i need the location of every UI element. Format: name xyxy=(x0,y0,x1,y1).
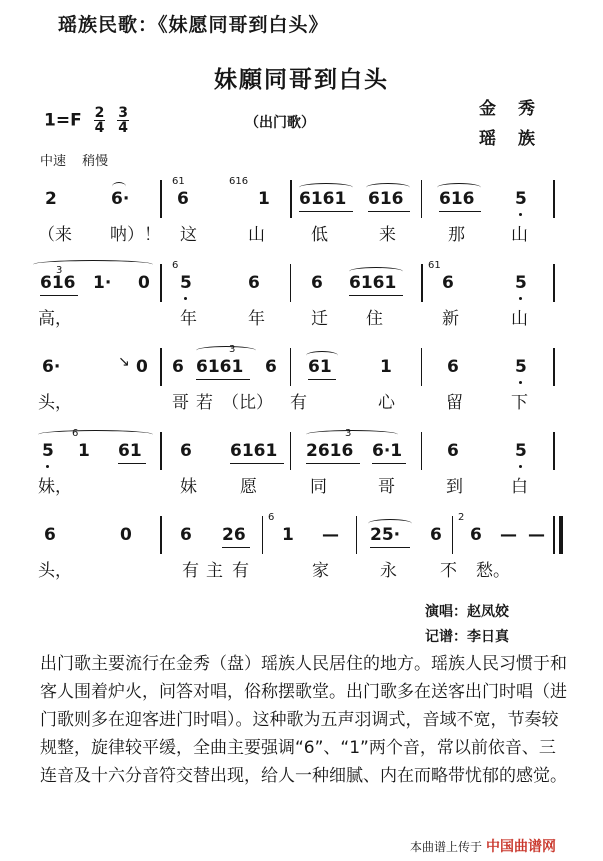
lyric: 山 xyxy=(248,225,265,245)
note: 1 xyxy=(78,441,90,461)
note: 6161 xyxy=(230,441,278,461)
beam xyxy=(306,463,360,464)
site-logo[interactable]: 中国曲谱网 xyxy=(486,839,557,855)
tempo-modifier: 稍慢 xyxy=(82,154,109,169)
note: 25· xyxy=(370,525,401,545)
lyric: 主 xyxy=(206,561,223,581)
slur xyxy=(33,260,153,269)
lyric: 家 xyxy=(312,561,329,581)
lyric: 山 xyxy=(511,225,528,245)
slur xyxy=(306,430,398,439)
note: 6 xyxy=(248,273,260,293)
lower-octave-dot xyxy=(519,297,522,300)
note: 6161 xyxy=(299,189,347,209)
lower-octave-dot xyxy=(519,381,522,384)
note: 5 xyxy=(515,273,527,293)
note: 5 xyxy=(515,441,527,461)
barline xyxy=(290,264,291,302)
slur xyxy=(196,346,256,355)
barline xyxy=(553,432,555,470)
note: — xyxy=(322,525,339,545)
note: 6 xyxy=(44,525,56,545)
note: 26 xyxy=(222,525,246,545)
note: 6 xyxy=(265,357,277,377)
barline xyxy=(290,348,291,386)
note: 6 xyxy=(447,357,459,377)
note: 1· xyxy=(93,273,112,293)
lyric: 留 xyxy=(446,393,463,413)
lyric: 有 xyxy=(232,561,249,581)
lyric: 同 xyxy=(310,477,327,497)
lyric: 不 xyxy=(440,561,457,581)
barline xyxy=(290,432,291,470)
lower-octave-dot xyxy=(519,465,522,468)
grace-note: 6 xyxy=(268,512,275,523)
note: 5 xyxy=(515,189,527,209)
lyric: 低 xyxy=(311,225,328,245)
lyric: 哥 xyxy=(378,477,395,497)
lyric: 来 xyxy=(379,225,396,245)
barline xyxy=(421,348,422,386)
credit-people: 瑶族 xyxy=(479,129,557,149)
note: 2 xyxy=(45,189,57,209)
notation-line xyxy=(0,514,603,554)
note: 6 xyxy=(311,273,323,293)
notation-line xyxy=(0,346,603,386)
lyric: 年 xyxy=(180,309,197,329)
grace-note: 6 xyxy=(172,260,179,271)
arrow-mark: ↘ xyxy=(118,354,130,370)
lyric-line xyxy=(0,220,603,246)
key-label: 1=F xyxy=(44,110,82,131)
barline xyxy=(262,516,263,554)
notation-line xyxy=(0,262,603,302)
recorder-credit: 记谱：李日真 xyxy=(425,629,509,645)
page-header: 瑶族民歌：《妹愿同哥到白头》 xyxy=(58,14,329,36)
beam xyxy=(222,547,250,548)
note: 6 xyxy=(177,189,189,209)
lyric: 愁。 xyxy=(476,561,510,581)
song-subtitle: （出门歌） xyxy=(245,115,315,131)
footer-text: 本曲谱上传于 xyxy=(410,840,483,854)
note: — xyxy=(528,525,545,545)
barline xyxy=(553,516,555,554)
note: 1 xyxy=(258,189,270,209)
lyric: 白 xyxy=(511,477,528,497)
note: 2616 xyxy=(306,441,354,461)
beam xyxy=(40,295,78,296)
note: 616 xyxy=(439,189,475,209)
grace-note: 61 xyxy=(428,260,441,271)
lyric: 那 xyxy=(448,225,465,245)
note: 6161 xyxy=(196,357,244,377)
note: 6 xyxy=(442,273,454,293)
lyric: 这 xyxy=(180,225,197,245)
lower-octave-dot xyxy=(519,213,522,216)
lyric: 高， xyxy=(38,309,72,329)
lyric: 有 xyxy=(290,393,307,413)
barline xyxy=(160,432,162,470)
note: 6· xyxy=(111,189,130,209)
footer-credit xyxy=(410,836,556,856)
lower-octave-dot xyxy=(184,297,187,300)
beam xyxy=(299,211,353,212)
lyric: 有 xyxy=(182,561,199,581)
fermata xyxy=(112,182,126,191)
score-line-3 xyxy=(0,346,603,436)
barline xyxy=(160,180,162,218)
beam xyxy=(372,463,406,464)
singer-credit: 演唱：赵凤姣 xyxy=(425,604,509,620)
lyric: 愿 xyxy=(240,477,257,497)
lyric: 若 xyxy=(196,393,213,413)
barline xyxy=(421,432,422,470)
lyric: 头， xyxy=(38,561,72,581)
slur xyxy=(38,430,153,439)
note: 6 xyxy=(470,525,482,545)
note: 6·1 xyxy=(372,441,403,461)
notation-line xyxy=(0,430,603,470)
beam xyxy=(308,379,336,380)
beam xyxy=(230,463,284,464)
grace-note: 2 xyxy=(458,512,465,523)
note: 5 xyxy=(515,357,527,377)
song-title: 妹願同哥到白头 xyxy=(214,67,389,93)
lyric: 永 xyxy=(380,561,397,581)
lyric: （来 xyxy=(38,225,72,245)
lyric: 心 xyxy=(378,393,395,413)
lower-octave-dot xyxy=(46,465,49,468)
grace-note: 616 xyxy=(229,176,249,187)
triplet-mark: 3 xyxy=(56,265,63,276)
description-paragraph: 出门歌主要流行在金秀（盘）瑶族人民居住的地方。瑶族人民习惯于和客人围着炉火，问答对唱，俗称摆歌堂。出门歌多在送客出门时唱（进门歌则多在迎客进门时唱）。这种歌为五声羽调式，音域不宽，节奏较规整，旋律较平缓，全曲主要强调“6”、“1”两个音，常以前依音、三连音及十六分音符交替出现，给人一种细腻、内在而略带忧郁的感觉。 xyxy=(40,654,567,786)
beam xyxy=(196,379,250,380)
barline xyxy=(421,264,423,302)
note: 61 xyxy=(308,357,332,377)
triplet-mark: 3 xyxy=(345,428,352,439)
lyric-line xyxy=(0,472,603,498)
lyric: 哥 xyxy=(172,393,189,413)
time-signature-1: $\frac{2}{4}$ xyxy=(94,105,105,136)
beam xyxy=(370,547,410,548)
lyric: 年 xyxy=(248,309,265,329)
note: 1 xyxy=(380,357,392,377)
note: 61 xyxy=(118,441,142,461)
beam xyxy=(439,211,481,212)
grace-note: 61 xyxy=(172,176,185,187)
note: 5 xyxy=(180,273,192,293)
note: 6 xyxy=(447,441,459,461)
lyric: 头， xyxy=(38,393,72,413)
note: 6· xyxy=(42,357,61,377)
lyric: 下 xyxy=(511,393,528,413)
key-signature xyxy=(44,106,129,135)
lyric: 妹， xyxy=(38,477,72,497)
lyric: 新 xyxy=(442,309,459,329)
notation-line xyxy=(0,178,603,218)
note: 6 xyxy=(172,357,184,377)
lyric-line xyxy=(0,388,603,414)
lyric-line xyxy=(0,556,603,582)
note: 6161 xyxy=(349,273,397,293)
score-line-1 xyxy=(0,178,603,268)
barline xyxy=(160,348,162,386)
time-signature-2: $\frac{3}{4}$ xyxy=(118,105,129,136)
triplet-mark: 3 xyxy=(229,344,236,355)
barline xyxy=(452,516,453,554)
note: 6 xyxy=(430,525,442,545)
barline xyxy=(553,264,555,302)
lyric: 迁 xyxy=(311,309,328,329)
lyric: 山 xyxy=(511,309,528,329)
barline xyxy=(356,516,357,554)
note: 5 xyxy=(42,441,54,461)
beam xyxy=(368,211,410,212)
grace-note: 6 xyxy=(72,428,79,439)
beam xyxy=(349,295,403,296)
tempo-speed: 中速 xyxy=(40,154,67,169)
lyric: 妹 xyxy=(180,477,197,497)
note: 6 xyxy=(180,441,192,461)
score-line-4 xyxy=(0,430,603,520)
note: 1 xyxy=(282,525,294,545)
beam xyxy=(118,463,146,464)
final-barline xyxy=(559,516,563,554)
lyric: （比） xyxy=(222,393,273,413)
note: 616 xyxy=(40,273,76,293)
barline xyxy=(421,180,422,218)
lyric: 到 xyxy=(446,477,463,497)
score-line-2 xyxy=(0,262,603,352)
note: 0 xyxy=(138,273,150,293)
note: 6 xyxy=(180,525,192,545)
lyric-line xyxy=(0,304,603,330)
score-line-5 xyxy=(0,514,603,604)
barline xyxy=(553,348,555,386)
note: 616 xyxy=(368,189,404,209)
barline xyxy=(290,180,292,218)
barline xyxy=(553,180,555,218)
note: — xyxy=(500,525,517,545)
note: 0 xyxy=(136,357,148,377)
credit-place: 金秀 xyxy=(479,99,557,119)
lyric: 呐）！ xyxy=(110,225,161,245)
note: 0 xyxy=(120,525,132,545)
barline xyxy=(160,264,162,302)
barline xyxy=(160,516,162,554)
tempo-marking xyxy=(40,150,120,169)
lyric: 住 xyxy=(366,309,383,329)
